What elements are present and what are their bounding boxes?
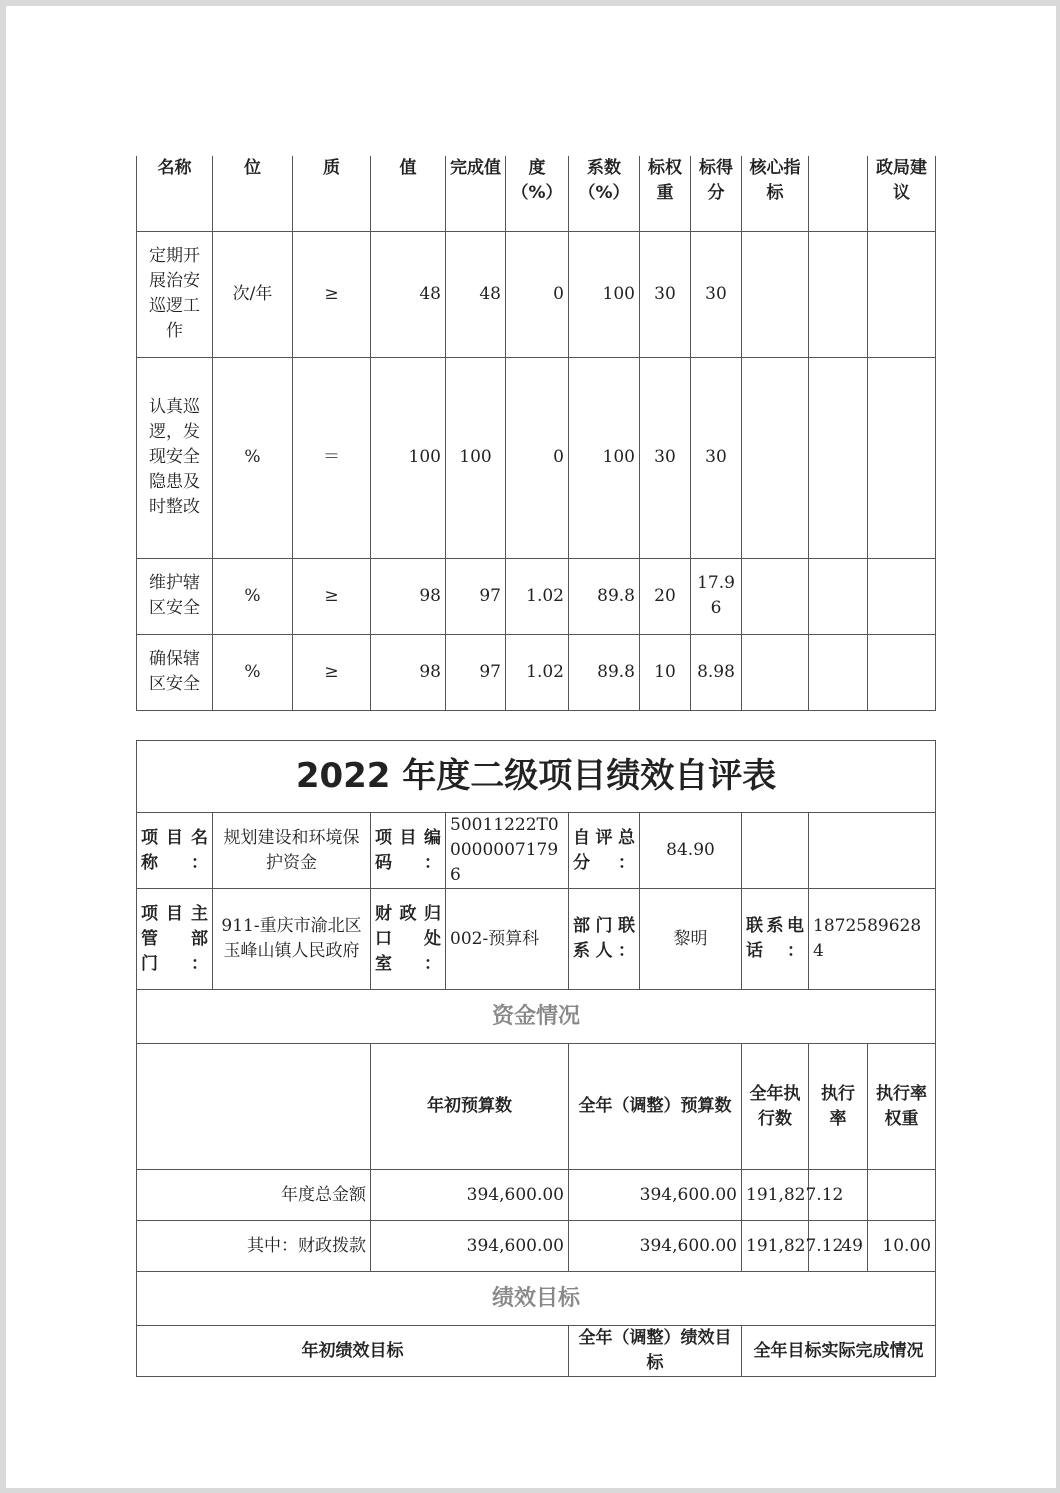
funds-header-initial: 年初预算数 (371, 1044, 569, 1170)
indicator-header-row (137, 156, 936, 231)
project-name: 规划建设和环境保护资金 (213, 813, 371, 889)
indicator-weight: 20 (640, 558, 691, 634)
indicator-unit: % (213, 558, 293, 634)
indicator-suggestion (868, 231, 936, 357)
indicator-target: 48 (371, 231, 446, 357)
indicator-suggestion (868, 634, 936, 710)
header-deviation: 度（%） (506, 156, 569, 231)
table-row (137, 558, 936, 634)
table-row (137, 357, 936, 558)
header-suggestion: 政局建议 (868, 156, 936, 231)
total-score: 84.90 (640, 813, 742, 889)
indicator-suggestion (868, 558, 936, 634)
indicator-coef: 89.8 (569, 634, 640, 710)
indicator-weight: 30 (640, 231, 691, 357)
indicator-core (742, 231, 809, 357)
indicator-blank (809, 558, 868, 634)
funds-section-title: 资金情况 (137, 990, 936, 1044)
indicator-suggestion (868, 357, 936, 558)
indicator-name: 认真巡逻，发现安全隐患及时整改 (137, 357, 213, 558)
dept-label: 项目主管部门： (137, 889, 213, 990)
funds-weight: 10.00 (868, 1221, 936, 1272)
indicator-nature: ≥ (293, 558, 371, 634)
indicator-weight: 10 (640, 634, 691, 710)
contact-value: 黎明 (640, 889, 742, 990)
finance-office-label: 财政归口处室： (371, 889, 446, 990)
indicator-deviation: 0 (506, 231, 569, 357)
funds-weight (868, 1170, 936, 1221)
funds-header-rate: 执行率 (809, 1044, 868, 1170)
indicator-actual: 97 (446, 558, 506, 634)
indicator-score: 30 (691, 231, 742, 357)
dept-value: 911-重庆市渝北区玉峰山镇人民政府 (213, 889, 371, 990)
funds-header-blank (137, 1044, 371, 1170)
finance-office-value: 002-预算科 (446, 889, 569, 990)
goals-header-actual: 全年目标实际完成情况 (742, 1326, 936, 1377)
table-row (137, 1221, 936, 1272)
header-target: 值 (371, 156, 446, 231)
document-page (6, 6, 1056, 1488)
table-row (137, 1170, 936, 1221)
header-coef: 系数（%） (569, 156, 640, 231)
indicator-blank (809, 357, 868, 558)
funds-row-label: 其中：财政拨款 (137, 1221, 371, 1272)
indicator-deviation: 0 (506, 357, 569, 558)
header-blank (809, 156, 868, 231)
indicator-unit: 次/年 (213, 231, 293, 357)
header-actual: 完成值 (446, 156, 506, 231)
goals-header-row (137, 1326, 936, 1377)
indicator-actual: 48 (446, 231, 506, 357)
self-evaluation-form (136, 740, 936, 1377)
indicator-name: 维护辖区安全 (137, 558, 213, 634)
phone-label: 联系电话： (742, 889, 809, 990)
indicator-core (742, 357, 809, 558)
indicator-core (742, 634, 809, 710)
funds-row-label: 年度总金额 (137, 1170, 371, 1221)
header-score: 标得分 (691, 156, 742, 231)
header-name: 名称 (137, 156, 213, 231)
funds-header-executed: 全年执行数 (742, 1044, 809, 1170)
indicator-coef: 100 (569, 357, 640, 558)
funds-rate: 49 (809, 1221, 868, 1272)
indicator-nature: ＝ (293, 357, 371, 558)
funds-executed: 191,827.12 (742, 1170, 809, 1221)
indicator-deviation: 1.02 (506, 634, 569, 710)
indicator-unit: % (213, 357, 293, 558)
funds-initial: 394,600.00 (371, 1221, 569, 1272)
indicator-actual: 100 (446, 357, 506, 558)
table-row (137, 634, 936, 710)
indicator-score: 30 (691, 357, 742, 558)
indicator-target: 98 (371, 558, 446, 634)
funds-executed: 191,827.12 (742, 1221, 809, 1272)
project-code: 50011222T000000071796 (446, 813, 569, 889)
indicator-actual: 97 (446, 634, 506, 710)
indicator-coef: 89.8 (569, 558, 640, 634)
project-name-label: 项目名称： (137, 813, 213, 889)
indicator-nature: ≥ (293, 634, 371, 710)
indicator-blank (809, 231, 868, 357)
department-info-row (137, 889, 936, 990)
indicator-score: 8.98 (691, 634, 742, 710)
funds-header-weight: 执行率权重 (868, 1044, 936, 1170)
indicator-deviation: 1.02 (506, 558, 569, 634)
funds-adjusted: 394,600.00 (569, 1170, 742, 1221)
header-unit: 位 (213, 156, 293, 231)
contact-label: 部门联系人： (569, 889, 640, 990)
project-code-label: 项目编码： (371, 813, 446, 889)
header-core: 核心指标 (742, 156, 809, 231)
form-title: 2022 年度二级项目绩效自评表 (137, 741, 936, 813)
indicator-target: 98 (371, 634, 446, 710)
indicator-target: 100 (371, 357, 446, 558)
indicator-table (136, 156, 936, 711)
indicator-nature: ≥ (293, 231, 371, 357)
indicator-name: 定期开展治安巡逻工作 (137, 231, 213, 357)
empty-cell (809, 813, 936, 889)
funds-header-row (137, 1044, 936, 1170)
empty-cell (742, 813, 809, 889)
phone-value: 18725896284 (809, 889, 936, 990)
indicator-blank (809, 634, 868, 710)
indicator-weight: 30 (640, 357, 691, 558)
header-nature: 质 (293, 156, 371, 231)
indicator-coef: 100 (569, 231, 640, 357)
funds-header-adjusted: 全年（调整）预算数 (569, 1044, 742, 1170)
funds-adjusted: 394,600.00 (569, 1221, 742, 1272)
indicator-name: 确保辖区安全 (137, 634, 213, 710)
goals-section-title: 绩效目标 (137, 1272, 936, 1326)
header-weight: 标权重 (640, 156, 691, 231)
table-row (137, 231, 936, 357)
total-score-label: 自评总分： (569, 813, 640, 889)
indicator-score: 17.96 (691, 558, 742, 634)
goals-header-initial: 年初绩效目标 (137, 1326, 569, 1377)
goals-header-adjusted: 全年（调整）绩效目标 (569, 1326, 742, 1377)
indicator-unit: % (213, 634, 293, 710)
funds-initial: 394,600.00 (371, 1170, 569, 1221)
project-info-row (137, 813, 936, 889)
indicator-core (742, 558, 809, 634)
